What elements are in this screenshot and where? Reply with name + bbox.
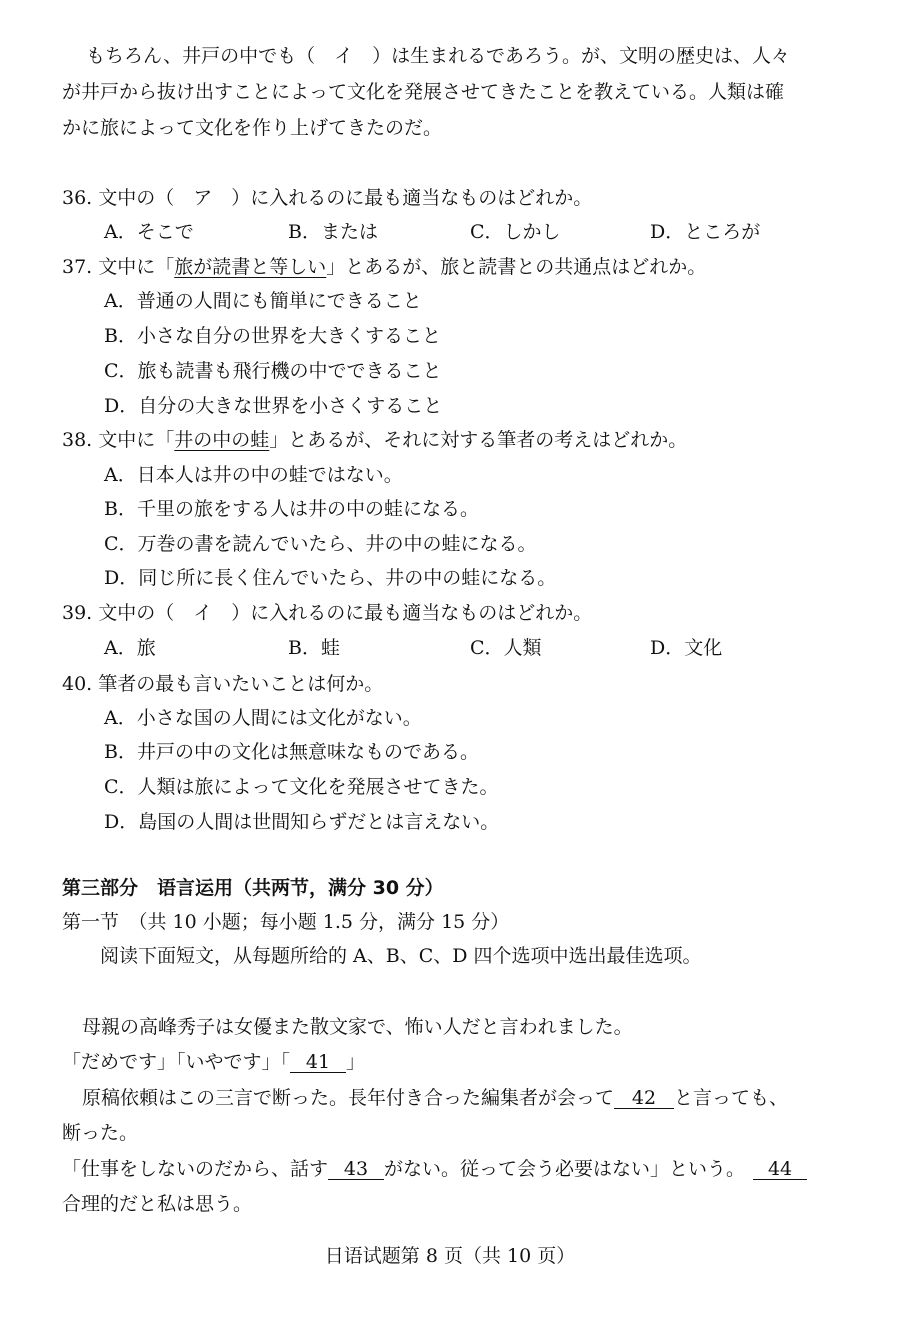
q37-option-d: D．自分の大きな世界を小さくすること	[104, 395, 443, 417]
passage-line-1: もちろん、井戸の中でも（ イ ）は生まれるであろう。が、文明の歴史は、人々	[86, 45, 790, 67]
q37-option-a: A．普通の人間にも簡単にできること	[104, 290, 422, 312]
q40-option-b: B．井戸の中の文化は無意味なものである。	[104, 741, 479, 763]
q37-underlined-quote: 旅が読書と等しい	[174, 256, 327, 278]
question-36-stem: 36. 文中の（ ア ）に入れるのに最も適当なものはどれか。	[62, 187, 593, 209]
passage2-line-5: 「仕事をしないのだから、話す 43 がない。従って会う必要はない」という。 44	[62, 1157, 807, 1181]
q39-option-d: D．文化	[650, 637, 723, 659]
blank-43: 43	[328, 1159, 384, 1180]
passage2-line-6: 合理的だと私は思う。	[62, 1193, 253, 1215]
passage-line-3: かに旅によって文化を作り上げてきたのだ。	[62, 117, 443, 139]
page-footer: 日语试题第 8 页（共 10 页）	[324, 1245, 576, 1267]
blank-44: 44	[753, 1159, 807, 1180]
blank-42: 42	[614, 1088, 674, 1109]
q36-option-c: C．しかし	[470, 221, 561, 243]
section-instructions: 阅读下面短文，从每题所给的 A、B、C、D 四个选项中选出最佳选项。	[100, 945, 702, 967]
q38-option-a: A．日本人は井の中の蛙ではない。	[104, 464, 403, 486]
question-40-stem: 40. 筆者の最も言いたいことは何か。	[62, 673, 384, 695]
q40-option-c: C．人類は旅によって文化を発展させてきた。	[104, 776, 499, 798]
q36-option-d: D．ところが	[650, 221, 761, 243]
blank-41: 41	[290, 1052, 346, 1073]
q39-option-b: B．蛙	[288, 637, 340, 659]
q37-option-c: C．旅も読書も飛行機の中でできること	[104, 360, 442, 382]
q38-option-c: C．万巻の書を読んでいたら、井の中の蛙になる。	[104, 533, 537, 555]
q37-option-b: B．小さな自分の世界を大きくすること	[104, 325, 441, 347]
q36-option-b: B．または	[288, 221, 378, 243]
passage-line-2: が井戸から抜け出すことによって文化を発展させてきたことを教えている。人類は確	[62, 81, 785, 103]
q39-option-a: A．旅	[104, 637, 156, 659]
q36-option-a: A．そこで	[104, 221, 194, 243]
passage2-line-1: 母親の高峰秀子は女優また散文家で、怖い人だと言われました。	[82, 1016, 633, 1038]
passage2-line-4: 断った。	[62, 1122, 139, 1144]
q38-option-d: D．同じ所に長く住んでいたら、井の中の蛙になる。	[104, 567, 557, 589]
question-39-stem: 39. 文中の（ イ ）に入れるのに最も適当なものはどれか。	[62, 602, 593, 624]
passage2-line-2: 「だめです」「いやです」「 41 」	[62, 1051, 366, 1073]
q40-option-a: A．小さな国の人間には文化がない。	[104, 707, 422, 729]
question-38-stem: 38. 文中に「井の中の蛙」とあるが、それに対する筆者の考えはどれか。	[62, 429, 688, 451]
section-3-title: 第三部分 语言运用（共两节，满分 30 分）	[62, 877, 444, 899]
q39-option-c: C．人類	[470, 637, 542, 659]
passage2-line-3: 原稿依頼はこの三言で断った。長年付き合った編集者が会って 42 と言っても、	[82, 1087, 789, 1109]
section-1-subtitle: 第一节 （共 10 小题；每小题 1.5 分，满分 15 分）	[62, 911, 510, 933]
question-37-stem: 37. 文中に「旅が読書と等しい」とあるが、旅と読書との共通点はどれか。	[62, 256, 707, 278]
q40-option-d: D．島国の人間は世間知らずだとは言えない。	[104, 811, 500, 833]
q38-option-b: B．千里の旅をする人は井の中の蛙になる。	[104, 498, 479, 520]
q38-underlined-quote: 井の中の蛙	[174, 429, 270, 451]
